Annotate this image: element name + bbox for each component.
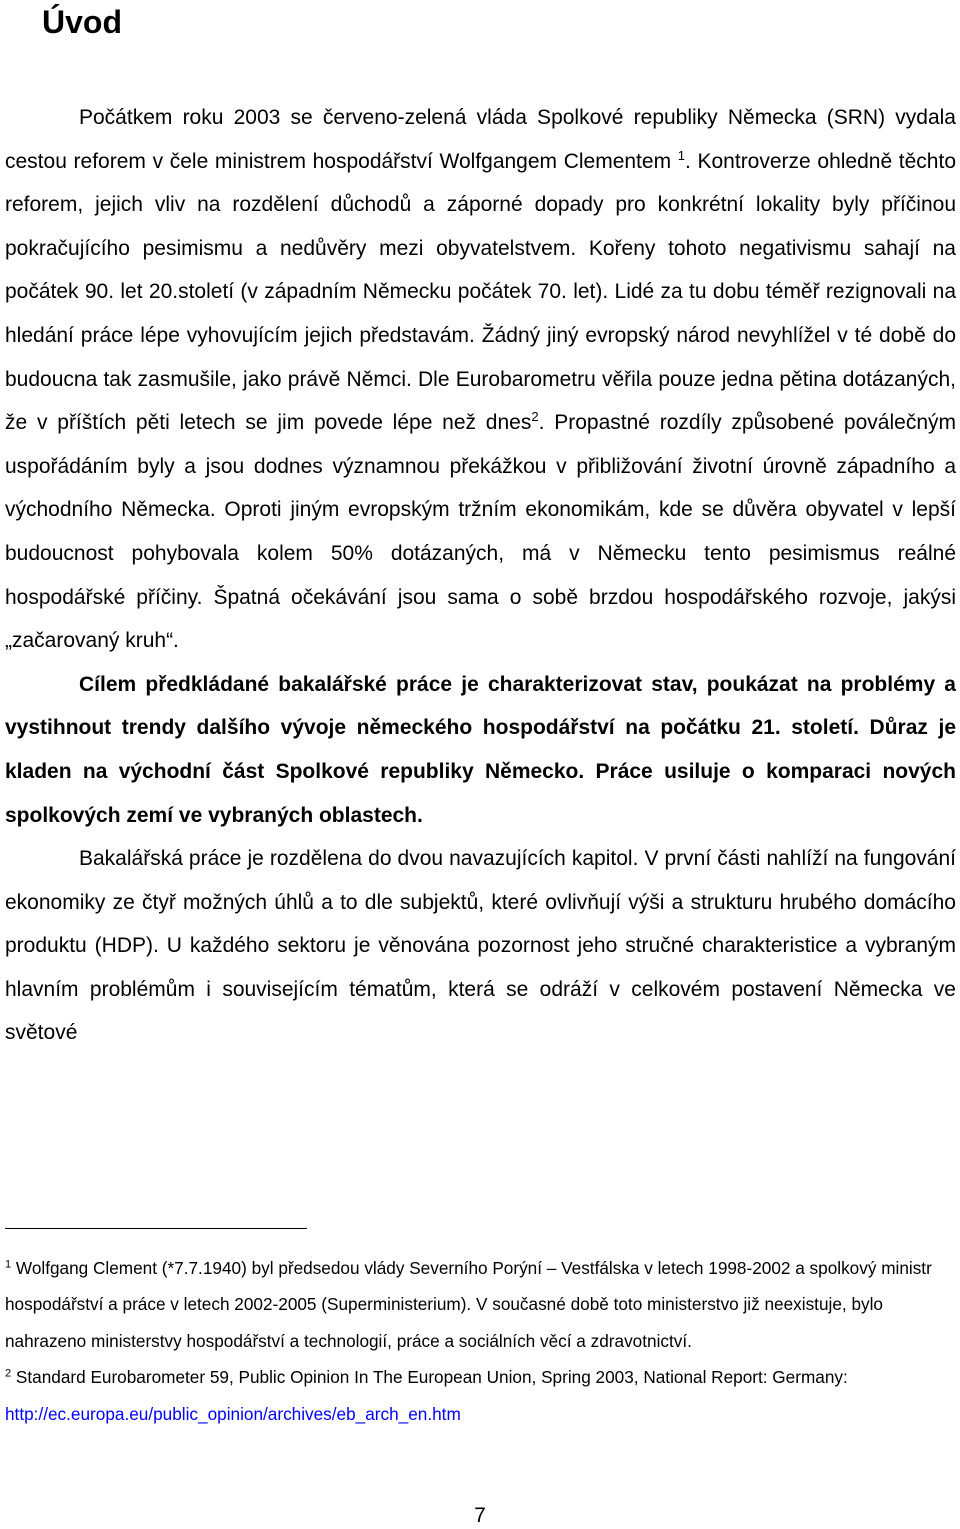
footnote-2-text: Standard Eurobarometer 59, Public Opinion In The European Union, Spring 2003, National Report: Germany:	[15, 1367, 848, 1388]
eurobarometer-link[interactable]: http://ec.europa.eu/public_opinion/archives/eb_arch_en.htm	[5, 1403, 461, 1424]
paragraph-intro-part-b: . Kontroverze ohledně těchto reforem, jejich vliv na rozdělení důchodů a záporné dopady pro konkrétní lokality byly příčinou pokračujícího pesimismu a nedůvěry mezi obyvatelstvem. Kořeny tohoto negativismu sahají na počátek 90. let 20.století (v západním Německu počátek 70. let). Lidé za tu dobu téměř rezignovali na hledání práce lépe vyhovujícím jejich představám. Žádný jiný evropský národ nevyhlížel v té době do budoucna tak zasmušile, jako právě Němci. Dle Eurobarometru věřila pouze jedna pětina dotázaných, že v příštích pěti letech se jim povede lépe než dnes	[5, 149, 957, 435]
footnote-1-text: Wolfgang Clement (*7.7.1940) byl předsedou vlády Severního Porýní – Vestfálska v letech 1998-2002 a spolkový ministr hospodářství a práce v letech 2002-2005 (Superministerium). V současné době toto ministerstvo již neexistuje, bylo nahrazeno ministerstvy hospodářství a technologií, práce a sociálních věcí a zdravotnictví.	[5, 1258, 932, 1351]
paragraph-structure: Bakalářská práce je rozdělena do dvou navazujících kapitol. V první části nahlíží na fungování ekonomiky ze čtyř možných úhlů a to dle subjektů, které ovlivňují výši a strukturu hrubého domácího produktu (HDP). U každého sektoru je věnována pozornost jeho stručné charakteristice a vybraným hlavním problémům i souvisejícím tématům, která se odráží v celkovém postavení Německa ve světové	[5, 847, 956, 1045]
page-number: 7	[474, 1504, 486, 1527]
paragraph-goal: Cílem předkládané bakalářské práce je charakterizovat stav, poukázat na problémy a vystihnout trendy dalšího vývoje německého hospodářství na počátku 21. století. Důraz je kladen na východní část Spolkové republiky Německo. Práce usiluje o komparaci nových spolkových zemí ve vybraných oblastech.	[5, 672, 956, 827]
paragraph-intro	[5, 96, 956, 663]
footnote-separator	[5, 1228, 307, 1229]
footnote-mark-1: 1	[5, 1258, 12, 1271]
footnote-2	[5, 1359, 945, 1432]
paragraph-intro-part-c: . Propastné rozdíly způsobené poválečným uspořádáním byly a jsou dodnes významnou překážkou v přibližování životní úrovně západního a východního Německa. Oproti jiným evropským tržním ekonomikám, kde se důvěra obyvatel v lepší budoucnost pohybovala kolem 50% dotázaných, má v Německu tento pesimismus reálné hospodářské příčiny. Špatná očekávání jsou sama o sobě brzdou hospodářského rozvoje, jakýsi „začarovaný kruh“.	[5, 411, 956, 653]
body-text	[5, 96, 956, 1055]
footnotes	[5, 1250, 945, 1432]
footnote-mark-2: 2	[5, 1367, 12, 1380]
paragraph-intro-part-a: Počátkem roku 2003 se červeno-zelená vláda Spolkové republiky Německa (SRN) vydala cestou reforem v čele ministrem hospodářství Wolfgangem Clementem	[5, 106, 956, 173]
footnote-1	[5, 1250, 945, 1359]
footnote-reference-2[interactable]: 2	[531, 409, 539, 425]
footnote-reference-1[interactable]: 1	[677, 147, 685, 163]
page-title: Úvod	[42, 4, 122, 40]
